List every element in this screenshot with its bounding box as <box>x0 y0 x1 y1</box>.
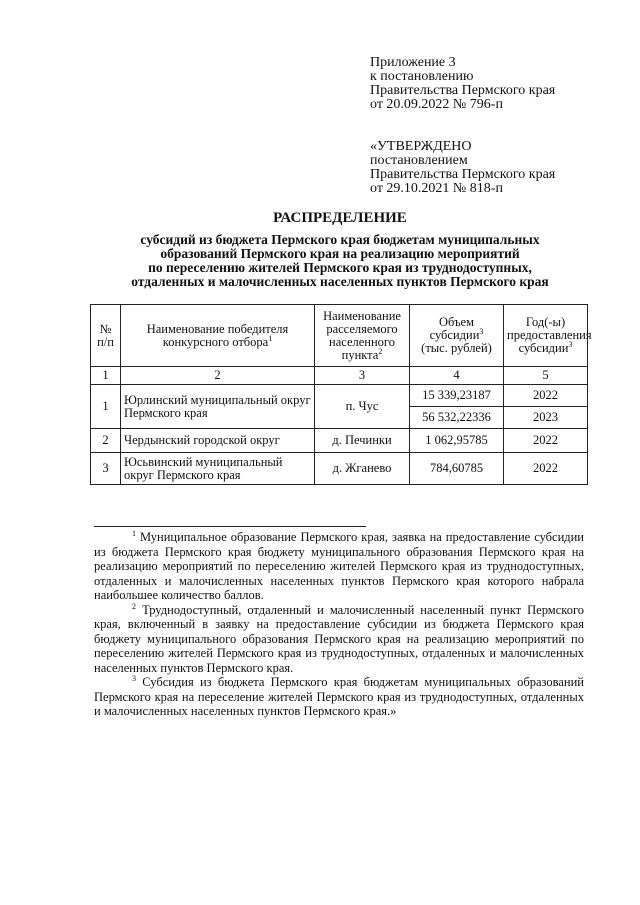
table-header-row <box>91 305 588 367</box>
row-settlement: д. Жганево <box>315 453 410 485</box>
footnotes <box>94 530 584 719</box>
index-cell: 2 <box>121 367 315 385</box>
footnote-divider <box>94 526 366 527</box>
row-year: 2022 <box>504 429 588 453</box>
subtitle-line: образований Пермского края на реализацию мероприятий <box>160 246 520 261</box>
row-amount: 56 532,22336 <box>410 407 504 429</box>
header-num: № п/п <box>91 305 121 367</box>
row-num: 2 <box>91 429 121 453</box>
annex-line: к постановлению <box>370 69 474 84</box>
header-settlement: Наименование расселяемого населенного пункта$^2$ <box>315 305 410 367</box>
index-cell: 1 <box>91 367 121 385</box>
annex-block <box>370 56 555 112</box>
header-year: Год(-ы) предоставления субсидии$^3$ <box>504 305 588 367</box>
annex-line: Приложение 3 <box>370 55 456 70</box>
table-row <box>91 385 588 407</box>
row-settlement: п. Чус <box>315 385 410 429</box>
row-winner: Юрлинский муниципальный округ Пермского края <box>121 385 315 429</box>
header-amount: Объем субсидии$^3$ (тыс. рублей) <box>410 305 504 367</box>
annex-line: Правительства Пермского края <box>370 83 556 98</box>
row-amount: 15 339,23187 <box>410 385 504 407</box>
footnote-text: Труднодоступный, отдаленный и малочисленный населенный пункт Пермского края, включенный в заявку на предоставление субсидии из бюджета Пермского края бюджету муниципального образования Пермского края на реализацию мероприятий по переселению жителей Пермского края из труднодоступных, отдаленных и малочисленных населенных пунктов Пермского края. <box>94 602 585 675</box>
approval-line: «УТВЕРЖДЕНО <box>370 139 472 154</box>
row-winner: Чердынский городской округ <box>121 429 315 453</box>
subtitle-line: по переселению жителей Пермского края из труднодоступных, <box>148 260 532 275</box>
index-cell: 4 <box>410 367 504 385</box>
approval-line: Правительства Пермского края <box>370 167 556 182</box>
annex-line: от 20.09.2022 № 796-п <box>370 97 503 112</box>
row-num: 3 <box>91 453 121 485</box>
index-cell: 3 <box>315 367 410 385</box>
subtitle-line: субсидий из бюджета Пермского края бюджетам муниципальных <box>140 232 540 247</box>
document-title: РАСПРЕДЕЛЕНИЕ <box>273 210 407 226</box>
approval-line: от 29.10.2021 № 818-п <box>370 181 503 196</box>
header-winner: Наименование победителя конкурсного отбора$^1$ <box>121 305 315 367</box>
row-year: 2023 <box>504 407 588 429</box>
row-amount: 1 062,95785 <box>410 429 504 453</box>
distribution-table <box>90 304 592 485</box>
footnote-text: Субсидия из бюджета Пермского края бюджетам муниципальных образований Пермского края на переселение жителей Пермского края из труднодоступных, отдаленных и малочисленных населенных пунктов Пермского края.» <box>94 675 584 718</box>
table-row <box>91 453 588 485</box>
document-subtitle <box>80 233 600 289</box>
footnote-mark: 1 <box>132 528 136 538</box>
row-amount: 784,60785 <box>410 453 504 485</box>
table-row <box>91 429 588 453</box>
table-index-row <box>91 367 588 385</box>
row-settlement: д. Печинки <box>315 429 410 453</box>
footnote <box>94 603 584 676</box>
row-year: 2022 <box>504 385 588 407</box>
footnote-text: Муниципальное образование Пермского края, заявка на предоставление субсидии из бюджета Пермского края бюджету муниципального образования Пермского края на реализацию мероприятий по переселению жителей Пермского края из труднодоступных, отдаленных и малочисленных населенных пунктов Пермского края которого набрала наибольшее количество баллов. <box>94 530 585 602</box>
row-winner: Юсьвинский муниципальный округ Пермского края <box>121 453 315 485</box>
subtitle-line: отдаленных и малочисленных населенных пунктов Пермского края <box>131 274 549 289</box>
footnote-mark: 2 <box>132 601 136 611</box>
row-year: 2022 <box>504 453 588 485</box>
row-num: 1 <box>91 385 121 429</box>
index-cell: 5 <box>504 367 588 385</box>
footnote-mark: 3 <box>132 673 136 683</box>
approval-line: постановлением <box>370 153 468 168</box>
approval-block <box>370 140 555 196</box>
footnote <box>94 675 584 719</box>
footnote <box>94 530 584 603</box>
